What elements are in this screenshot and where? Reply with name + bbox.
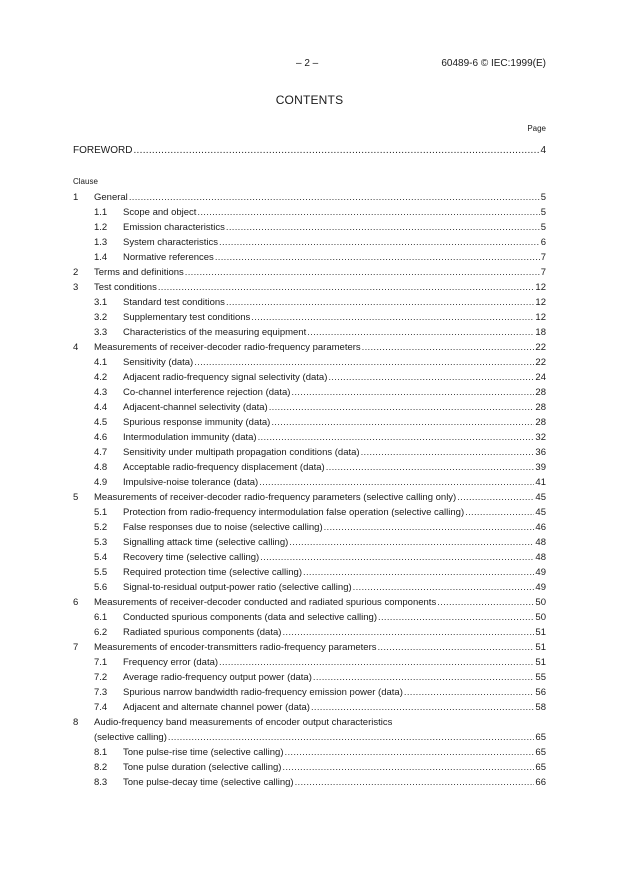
toc-entry-number: 3: [73, 282, 79, 293]
toc-entry-page: 56: [535, 687, 546, 698]
toc-subclause-entry[interactable]: [73, 700, 546, 715]
toc-subclause-entry[interactable]: [73, 685, 546, 700]
toc-entry-title: Measurements of encoder-transmitters radio-frequency parameters: [94, 642, 377, 653]
toc-entry-title: Emission characteristics: [123, 222, 225, 233]
toc-entry-number: 5.3: [94, 537, 108, 548]
toc-entry-title: (selective calling): [94, 732, 167, 743]
toc-entry-page: 51: [535, 642, 546, 653]
toc-subclause-entry[interactable]: [73, 565, 546, 580]
toc-subclause-entry[interactable]: [73, 550, 546, 565]
toc-entry-page: 51: [535, 657, 546, 668]
toc-entry-page: 65: [535, 762, 546, 773]
toc-entry-number: 1: [73, 192, 79, 203]
toc-clause-entry[interactable]: [73, 340, 546, 355]
toc-subclause-entry[interactable]: [73, 220, 546, 235]
toc-entry-number: 4.4: [94, 402, 108, 413]
toc-entry-page: 51: [535, 627, 546, 638]
toc-entry-number: 4.2: [94, 372, 108, 383]
toc-entry-title: Tone pulse-decay time (selective calling): [123, 777, 294, 788]
toc-entry-title: False responses due to noise (selective calling): [123, 522, 323, 533]
toc-entry-title: Radiated spurious components (data): [123, 627, 282, 638]
toc-entry-page: 24: [535, 372, 546, 383]
toc-entry-number: 8: [73, 717, 79, 728]
toc-entry-number: 7.1: [94, 657, 108, 668]
toc-entry-number: 5.5: [94, 567, 108, 578]
toc-subclause-entry[interactable]: [73, 760, 546, 775]
toc-subclause-entry[interactable]: [73, 415, 546, 430]
toc-entry-title: Required protection time (selective calling): [123, 567, 302, 578]
dot-leader: [271, 415, 534, 430]
toc-entry-page: 55: [535, 672, 546, 683]
toc-entry-number: 4.1: [94, 357, 108, 368]
header-page-number: – 2 –: [296, 58, 319, 69]
toc-entry-number: 5.2: [94, 522, 108, 533]
dot-leader: [457, 490, 534, 505]
toc-subclause-entry[interactable]: [73, 520, 546, 535]
dot-leader: [324, 520, 535, 535]
toc-entry-number: 6: [73, 597, 79, 608]
toc-entry-page: 18: [535, 327, 546, 338]
dot-leader: [194, 355, 534, 370]
dot-leader: [258, 430, 535, 445]
toc-entry-title: Standard test conditions: [123, 297, 225, 308]
toc-entry-number: 5.6: [94, 582, 108, 593]
toc-subclause-entry[interactable]: [73, 235, 546, 250]
dot-leader: [219, 655, 534, 670]
dot-leader: [133, 145, 539, 156]
toc-entry-title: Measurements of receiver-decoder conducted and radiated spurious components: [94, 597, 437, 608]
dot-leader: [313, 670, 535, 685]
toc-foreword-entry[interactable]: [73, 145, 546, 156]
toc-entry-number: 4.7: [94, 447, 108, 458]
toc-clause-entry[interactable]: [73, 190, 546, 205]
dot-leader: [260, 550, 534, 565]
toc-entry-title: Measurements of receiver-decoder radio-frequency parameters (selective calling only): [94, 492, 457, 503]
dot-leader: [285, 745, 535, 760]
toc-entry-page: 58: [535, 702, 546, 713]
table-of-contents: [73, 190, 546, 790]
toc-subclause-entry[interactable]: [73, 625, 546, 640]
toc-clause-entry[interactable]: [73, 595, 546, 610]
dot-leader: [219, 235, 540, 250]
dot-leader: [295, 775, 535, 790]
dot-leader: [158, 280, 535, 295]
dot-leader: [269, 400, 535, 415]
toc-entry-page: 65: [535, 732, 546, 743]
toc-entry-number: 6.2: [94, 627, 108, 638]
toc-subclause-entry[interactable]: [73, 295, 546, 310]
toc-entry-page: 48: [535, 552, 546, 563]
dot-leader: [251, 310, 534, 325]
toc-entry-title: Adjacent radio-frequency signal selectivity (data): [123, 372, 328, 383]
toc-clause-entry[interactable]: [73, 640, 546, 655]
toc-entry-number: 4: [73, 342, 79, 353]
dot-leader: [168, 730, 535, 745]
dot-leader: [129, 190, 540, 205]
toc-subclause-entry[interactable]: [73, 475, 546, 490]
toc-entry-page: 32: [535, 432, 546, 443]
toc-foreword-title: FOREWORD: [73, 145, 133, 156]
toc-entry-page: 39: [535, 462, 546, 473]
toc-entry-page: 12: [535, 282, 546, 293]
toc-entry-page: 66: [535, 777, 546, 788]
toc-entry-number: 3.1: [94, 297, 108, 308]
toc-entry-title: System characteristics: [123, 237, 219, 248]
toc-subclause-entry[interactable]: [73, 580, 546, 595]
toc-entry-number: 8.3: [94, 777, 108, 788]
toc-entry-number: 8.1: [94, 747, 108, 758]
toc-entry-page: 49: [535, 567, 546, 578]
toc-entry-title: Recovery time (selective calling): [123, 552, 260, 563]
toc-entry-number: 4.9: [94, 477, 108, 488]
toc-subclause-entry[interactable]: [73, 430, 546, 445]
dot-leader: [226, 220, 540, 235]
dot-leader: [378, 610, 534, 625]
toc-entry-page: 41: [535, 477, 546, 488]
toc-entry-number: 6.1: [94, 612, 108, 623]
toc-subclause-entry[interactable]: [73, 655, 546, 670]
toc-entry-page: 12: [535, 312, 546, 323]
dot-leader: [311, 700, 534, 715]
toc-entry-number: 5.1: [94, 507, 108, 518]
toc-clause-entry[interactable]: [73, 265, 546, 280]
dot-leader: [328, 370, 534, 385]
toc-subclause-entry[interactable]: [73, 355, 546, 370]
toc-entry-title: Tone pulse duration (selective calling): [123, 762, 282, 773]
toc-entry-number: 7.2: [94, 672, 108, 683]
dot-leader: [259, 475, 534, 490]
toc-entry-number: 7.4: [94, 702, 108, 713]
toc-entry-title: Supplementary test conditions: [123, 312, 251, 323]
toc-subclause-entry[interactable]: [73, 400, 546, 415]
dot-leader: [353, 580, 535, 595]
toc-entry-page: 6: [540, 237, 546, 248]
toc-foreword-page: 4: [540, 145, 546, 156]
toc-entry-page: 7: [540, 252, 546, 263]
toc-entry-page: 22: [535, 357, 546, 368]
toc-entry-number: 3.3: [94, 327, 108, 338]
toc-entry-title: Co-channel interference rejection (data): [123, 387, 291, 398]
dot-leader: [282, 760, 534, 775]
toc-entry-title: Audio-frequency band measurements of encoder output characteristics: [94, 717, 393, 728]
toc-entry-page: 45: [535, 507, 546, 518]
toc-entry-page: 49: [535, 582, 546, 593]
toc-entry-number: 4.3: [94, 387, 108, 398]
toc-entry-title: Test conditions: [94, 282, 157, 293]
toc-clause-entry[interactable]: [73, 715, 546, 730]
toc-entry-number: 1.2: [94, 222, 108, 233]
dot-leader: [326, 460, 535, 475]
toc-entry-page: 36: [535, 447, 546, 458]
dot-leader: [437, 595, 534, 610]
toc-entry-number: 4.8: [94, 462, 108, 473]
toc-entry-title: Normative references: [123, 252, 214, 263]
toc-entry-page: 22: [535, 342, 546, 353]
toc-entry-page: 28: [535, 387, 546, 398]
toc-subclause-entry[interactable]: [73, 310, 546, 325]
dot-leader: [289, 535, 534, 550]
toc-entry-title: Impulsive-noise tolerance (data): [123, 477, 259, 488]
toc-subclause-entry[interactable]: [73, 250, 546, 265]
toc-entry-title: Measurements of receiver-decoder radio-frequency parameters: [94, 342, 361, 353]
toc-entry-title: Spurious narrow bandwidth radio-frequency emission power (data): [123, 687, 403, 698]
toc-subclause-entry[interactable]: [73, 445, 546, 460]
toc-entry-title: Protection from radio-frequency intermodulation false operation (selective calling): [123, 507, 465, 518]
toc-subclause-entry[interactable]: [73, 385, 546, 400]
toc-entry-title: Sensitivity (data): [123, 357, 194, 368]
toc-entry-page: 28: [535, 417, 546, 428]
toc-entry-number: 1.1: [94, 207, 108, 218]
toc-clause-entry[interactable]: [73, 280, 546, 295]
dot-leader: [215, 250, 540, 265]
toc-entry-title: Adjacent-channel selectivity (data): [123, 402, 268, 413]
dot-leader: [197, 205, 539, 220]
toc-entry-number: 4.6: [94, 432, 108, 443]
toc-entry-number: 7.3: [94, 687, 108, 698]
toc-entry-number: 8.2: [94, 762, 108, 773]
toc-clause-entry-continuation[interactable]: [73, 730, 546, 745]
toc-subclause-entry[interactable]: [73, 505, 546, 520]
dot-leader: [377, 640, 534, 655]
dot-leader: [361, 445, 535, 460]
toc-entry-number: 3.2: [94, 312, 108, 323]
toc-entry-title: Conducted spurious components (data and selective calling): [123, 612, 378, 623]
toc-entry-number: 5.4: [94, 552, 108, 563]
toc-subclause-entry[interactable]: [73, 775, 546, 790]
dot-leader: [362, 340, 535, 355]
contents-title: CONTENTS: [275, 93, 344, 107]
toc-entry-title: Tone pulse-rise time (selective calling): [123, 747, 284, 758]
header-document-id: 60489-6 © IEC:1999(E): [441, 58, 546, 69]
toc-entry-number: 7: [73, 642, 79, 653]
toc-subclause-entry[interactable]: [73, 460, 546, 475]
toc-entry-number: 2: [73, 267, 79, 278]
toc-subclause-entry[interactable]: [73, 370, 546, 385]
toc-entry-page: 7: [540, 267, 546, 278]
toc-entry-title: Acceptable radio-frequency displacement (data): [123, 462, 325, 473]
toc-entry-title: Intermodulation immunity (data): [123, 432, 257, 443]
dot-leader: [465, 505, 534, 520]
dot-leader: [185, 265, 540, 280]
toc-entry-title: Sensitivity under multipath propagation conditions (data): [123, 447, 360, 458]
toc-entry-page: 50: [535, 597, 546, 608]
toc-entry-page: 5: [540, 207, 546, 218]
toc-entry-number: 5: [73, 492, 79, 503]
toc-entry-number: 4.5: [94, 417, 108, 428]
dot-leader: [226, 295, 534, 310]
dot-leader: [303, 565, 534, 580]
toc-entry-page: 45: [535, 492, 546, 503]
dot-leader: [282, 625, 534, 640]
toc-entry-title: Spurious response immunity (data): [123, 417, 271, 428]
toc-entry-page: 50: [535, 612, 546, 623]
toc-entry-page: 28: [535, 402, 546, 413]
toc-entry-page: 65: [535, 747, 546, 758]
dot-leader: [307, 325, 534, 340]
toc-entry-title: Signalling attack time (selective calling): [123, 537, 289, 548]
toc-entry-title: General: [94, 192, 128, 203]
toc-entry-number: 1.3: [94, 237, 108, 248]
toc-entry-page: 5: [540, 222, 546, 233]
toc-entry-title: Average radio-frequency output power (data): [123, 672, 312, 683]
toc-entry-title: Frequency error (data): [123, 657, 219, 668]
toc-subclause-entry[interactable]: [73, 745, 546, 760]
toc-subclause-entry[interactable]: [73, 325, 546, 340]
toc-entry-title: Terms and definitions: [94, 267, 184, 278]
page-column-label: Page: [527, 124, 546, 133]
dot-leader: [404, 685, 535, 700]
toc-subclause-entry[interactable]: [73, 670, 546, 685]
toc-subclause-entry[interactable]: [73, 535, 546, 550]
toc-entry-page: 5: [540, 192, 546, 203]
toc-entry-title: Characteristics of the measuring equipment: [123, 327, 307, 338]
toc-entry-page: 46: [535, 522, 546, 533]
toc-entry-title: Scope and object: [123, 207, 197, 218]
toc-subclause-entry[interactable]: [73, 610, 546, 625]
toc-entry-number: 1.4: [94, 252, 108, 263]
toc-entry-page: 12: [535, 297, 546, 308]
toc-entry-title: Adjacent and alternate channel power (data): [123, 702, 310, 713]
toc-subclause-entry[interactable]: [73, 205, 546, 220]
dot-leader: [291, 385, 534, 400]
toc-entry-page: 48: [535, 537, 546, 548]
clause-column-label: Clause: [73, 177, 98, 186]
toc-entry-title: Signal-to-residual output-power ratio (selective calling): [123, 582, 352, 593]
toc-clause-entry[interactable]: [73, 490, 546, 505]
